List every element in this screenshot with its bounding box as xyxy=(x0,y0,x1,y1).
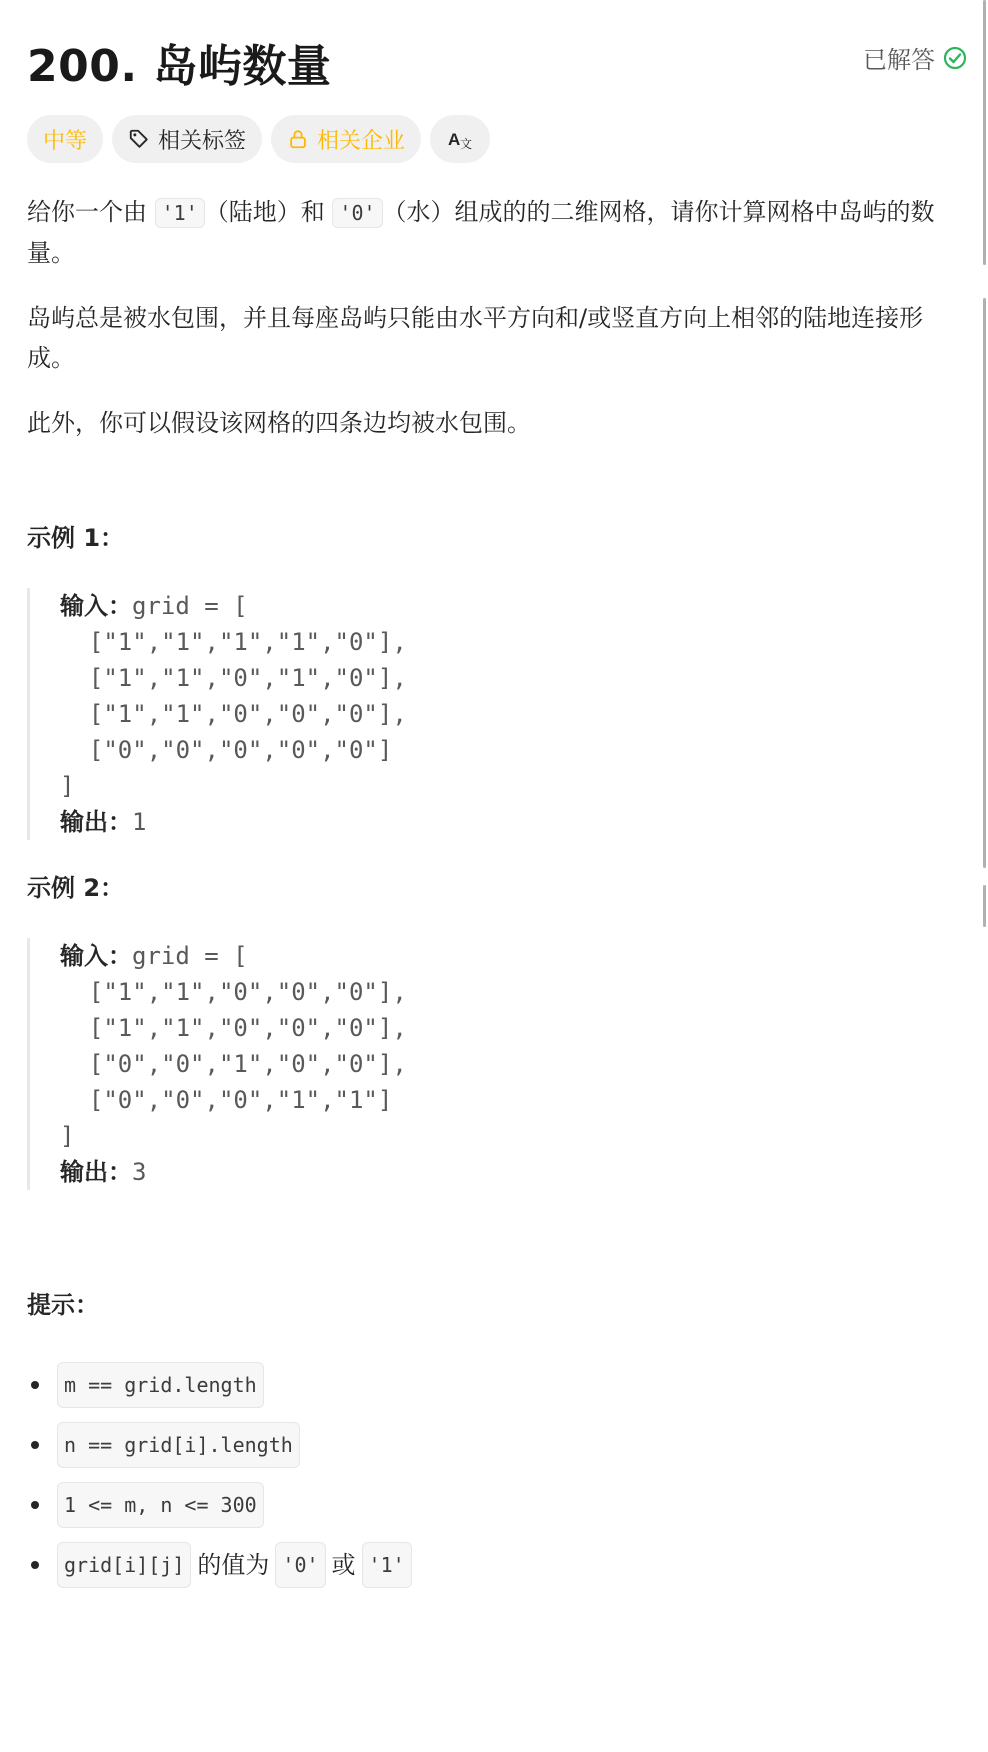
problem-page xyxy=(27,0,967,1595)
constraint-item xyxy=(27,1535,967,1595)
scrollbar-thumb-lower[interactable] xyxy=(983,885,986,927)
output-label: 输出： xyxy=(60,1158,132,1186)
example-1-block xyxy=(27,588,967,840)
problem-description xyxy=(27,192,967,1595)
topics-tag-label: 相关标签 xyxy=(158,128,247,154)
tag-icon xyxy=(128,128,150,150)
description-paragraph-2: 岛屿总是被水包围，并且每座岛屿只能由水平方向和/或竖直方向上相邻的陆地连接形成。 xyxy=(27,304,924,372)
problem-header xyxy=(27,0,967,115)
constraint-text: 的值为 xyxy=(197,1551,270,1579)
grid-close: ] xyxy=(60,772,75,800)
example-1-title: 示例 1： xyxy=(27,524,125,552)
input-head: grid = [ xyxy=(132,592,248,620)
output-value: 1 xyxy=(132,808,147,836)
inline-code: '1' xyxy=(155,198,205,228)
tag-bar xyxy=(27,115,967,163)
topics-tag-button[interactable] xyxy=(112,115,262,163)
output-label: 输出： xyxy=(60,808,132,836)
output-value: 3 xyxy=(132,1158,147,1186)
desc-text: （水）组成的的二维网格，请你计算网格中岛屿的数量。 xyxy=(27,198,935,267)
desc-text: （陆地）和 xyxy=(204,198,333,226)
constraint-item xyxy=(27,1475,967,1535)
inline-code: grid[i][j] xyxy=(57,1542,191,1588)
description-paragraph-1 xyxy=(27,192,967,273)
translate-button[interactable] xyxy=(430,115,490,163)
grid-row: ["1","1","0","0","0"], xyxy=(60,700,407,728)
inline-code: n == grid[i].length xyxy=(57,1422,300,1468)
lock-icon xyxy=(287,128,309,150)
constraint-item xyxy=(27,1415,967,1475)
inline-code: '1' xyxy=(362,1542,412,1588)
constraint-text: 或 xyxy=(331,1551,356,1579)
svg-text:文: 文 xyxy=(460,137,473,151)
constraints-title: 提示： xyxy=(27,1291,99,1319)
scrollbar-thumb-top[interactable] xyxy=(983,0,986,265)
inline-code: 1 <= m, n <= 300 xyxy=(57,1482,264,1528)
grid-close: ] xyxy=(60,1122,75,1150)
grid-row: ["1","1","1","1","0"], xyxy=(60,628,407,656)
companies-tag-button[interactable] xyxy=(271,115,421,163)
inline-code: '0' xyxy=(332,198,382,228)
companies-tag-label: 相关企业 xyxy=(317,128,406,154)
grid-row: ["0","0","0","1","1"] xyxy=(60,1086,393,1114)
example-2-title: 示例 2： xyxy=(27,874,125,902)
problem-title: 200. 岛屿数量 xyxy=(27,41,332,92)
solved-status xyxy=(863,40,967,75)
example-2-block xyxy=(27,938,967,1190)
inline-code: m == grid.length xyxy=(57,1362,264,1408)
grid-row: ["0","0","1","0","0"], xyxy=(60,1050,407,1078)
difficulty-badge[interactable]: 中等 xyxy=(27,115,103,163)
svg-text:A: A xyxy=(448,130,461,149)
constraint-item xyxy=(27,1355,967,1415)
constraints-list xyxy=(27,1355,967,1595)
grid-row: ["0","0","0","0","0"] xyxy=(60,736,393,764)
input-label: 输入： xyxy=(60,592,132,620)
description-paragraph-3: 此外，你可以假设该网格的四条边均被水包围。 xyxy=(27,409,531,437)
inline-code: '0' xyxy=(275,1542,325,1588)
grid-row: ["1","1","0","0","0"], xyxy=(60,1014,407,1042)
check-circle-icon xyxy=(943,46,967,70)
desc-text: 给你一个由 xyxy=(27,198,155,226)
scrollbar-thumb[interactable] xyxy=(983,298,986,868)
scrollbar[interactable] xyxy=(982,0,988,1752)
grid-row: ["1","1","0","1","0"], xyxy=(60,664,407,692)
grid-row: ["1","1","0","0","0"], xyxy=(60,978,407,1006)
input-head: grid = [ xyxy=(132,942,248,970)
translate-icon xyxy=(447,127,473,151)
solved-label: 已解答 xyxy=(863,46,935,74)
input-label: 输入： xyxy=(60,942,132,970)
